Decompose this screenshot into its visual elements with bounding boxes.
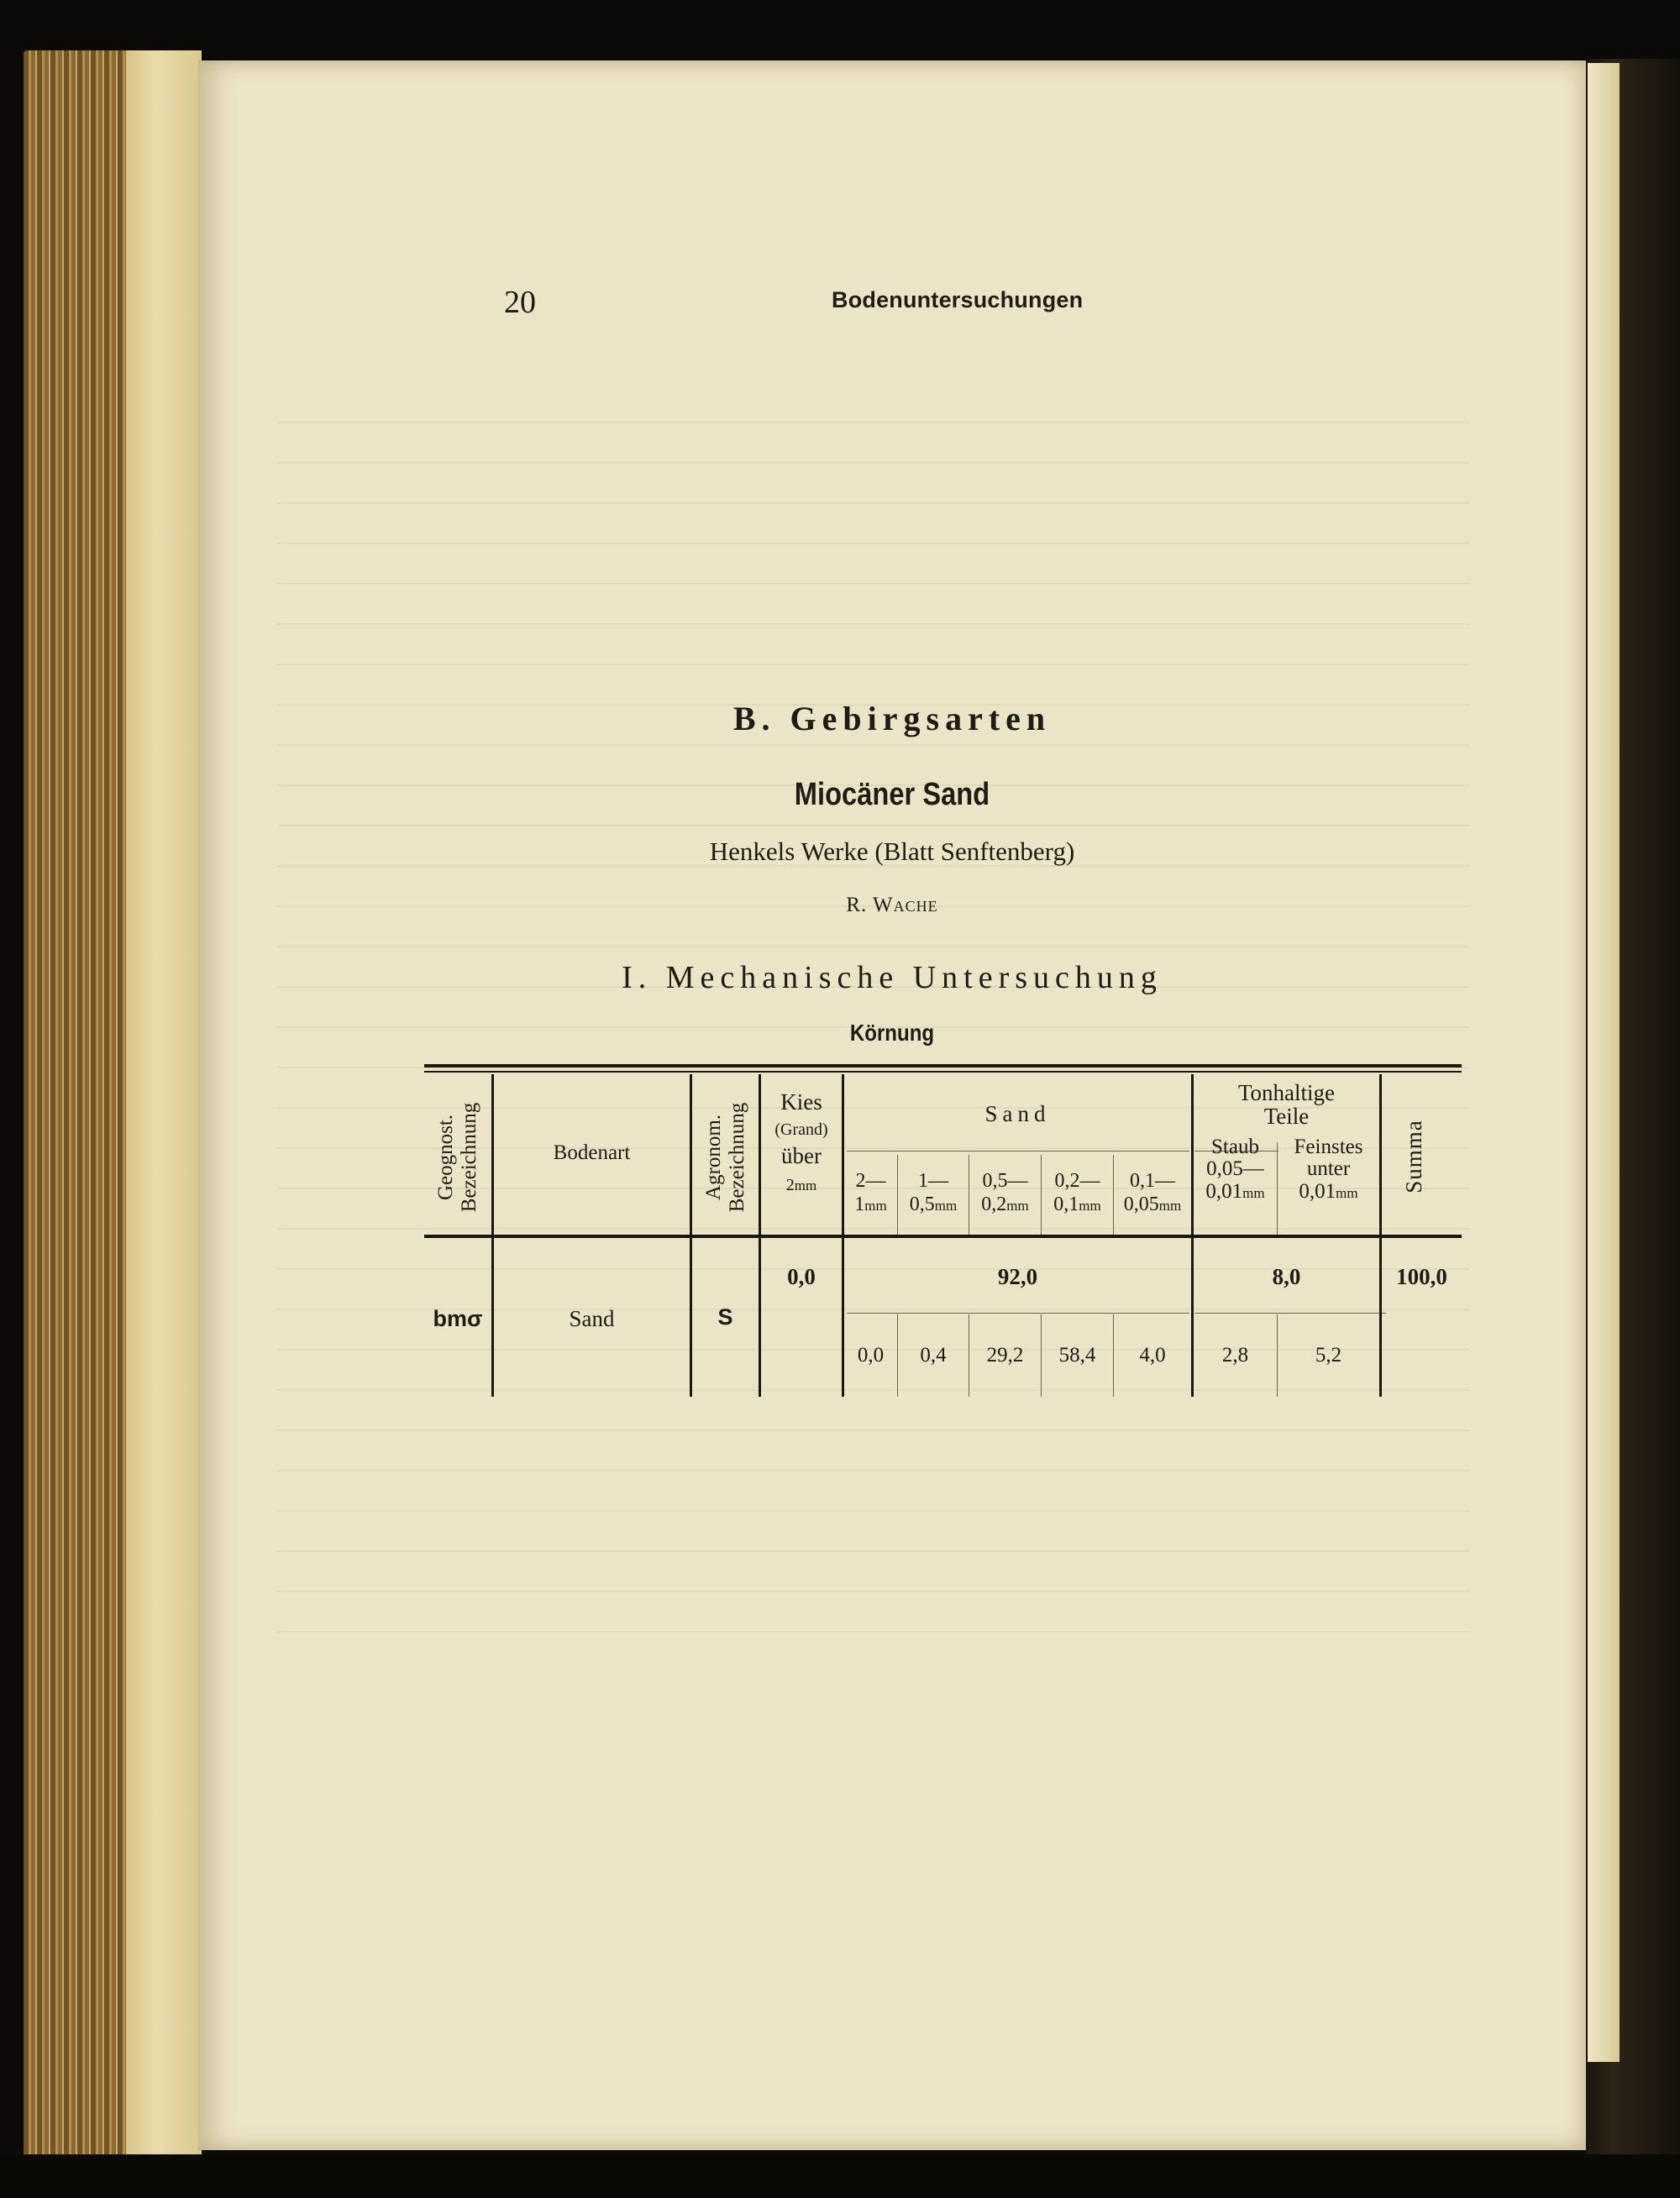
row-sand-value-4: 58,4 — [1058, 1344, 1096, 1367]
rule-sand-values — [847, 1313, 1189, 1314]
sand-range-1-top: 2— — [855, 1170, 886, 1192]
table-caption: Körnung — [849, 1020, 935, 1046]
header-kies-size-unit: mm — [794, 1178, 817, 1194]
ton-range-staub-top: 0,05— — [1206, 1157, 1264, 1181]
header-agronom-line1: Agronom. — [702, 1114, 725, 1201]
rule-top-thin — [424, 1071, 1462, 1073]
sand-range-2-top: 1— — [918, 1170, 948, 1192]
sand-range-4-unit: mm — [1079, 1197, 1101, 1214]
facing-page-edge — [1588, 63, 1620, 2062]
row-bodenart: Sand — [569, 1306, 615, 1331]
header-summa: Summa — [1401, 1120, 1426, 1193]
rule-header-bottom — [424, 1235, 1462, 1238]
header-sand: Sand — [984, 1101, 1051, 1126]
section-heading: B. Gebirgsarten — [732, 700, 1052, 737]
row-sand-value-3: 29,2 — [986, 1344, 1024, 1367]
author-line — [198, 894, 1586, 917]
sand-range-5-bottom — [1114, 1193, 1191, 1217]
header-geognost — [434, 1071, 481, 1244]
row-kies: 0,0 — [787, 1264, 816, 1289]
row-geognost — [424, 1306, 491, 1332]
header-agronom — [702, 1071, 749, 1244]
header-kies-size — [761, 1176, 842, 1195]
sand-range-3-unit: mm — [1006, 1197, 1029, 1214]
sand-range-4-top: 0,2— — [1054, 1170, 1100, 1192]
ton-range-feinstes-name: Feinstes — [1294, 1136, 1363, 1158]
header-geognost-line2: Bezeichnung — [457, 1102, 480, 1213]
header-agronom-line2: Bezeichnung — [725, 1102, 748, 1213]
row-agronom — [692, 1304, 759, 1330]
row-ton-value-feinstes: 5,2 — [1315, 1344, 1342, 1367]
ton-range-feinstes-value: 0,01 — [1299, 1179, 1336, 1203]
row-sand-total: 92,0 — [997, 1264, 1038, 1289]
sand-range-1-unit: mm — [864, 1197, 887, 1214]
sand-range-4 — [1042, 1170, 1113, 1216]
header-geognost-line1: Geognost. — [434, 1114, 457, 1201]
rule-ton-values — [1194, 1313, 1386, 1314]
sand-range-3-bottom — [969, 1193, 1041, 1217]
sand-range-3-value: 0,2 — [981, 1193, 1007, 1215]
sand-range-2-unit: mm — [934, 1197, 958, 1214]
sand-range-4-value: 0,1 — [1053, 1193, 1079, 1215]
sand-range-4-bottom — [1042, 1193, 1113, 1217]
analysis-title: I. Mechanische Untersuchung — [622, 960, 1163, 995]
rule-v2 — [690, 1074, 692, 1397]
row-sand-value-2: 0,4 — [920, 1344, 947, 1367]
row-geognost-value: bmσ — [433, 1306, 483, 1331]
rule-v1 — [491, 1074, 494, 1397]
row-sand-value-5: 4,0 — [1139, 1344, 1166, 1367]
ton-range-feinstes-top: unter — [1306, 1157, 1351, 1181]
sand-range-2 — [898, 1170, 969, 1216]
ton-range-staub — [1194, 1136, 1277, 1203]
rule-v6 — [1379, 1074, 1382, 1397]
ton-range-staub-value: 0,01 — [1205, 1179, 1243, 1203]
ton-range-staub-name: Staub — [1211, 1136, 1259, 1158]
header-kies-size-value: 2 — [785, 1176, 795, 1195]
location-line: Henkels Werke (Blatt Senftenberg) — [709, 837, 1075, 866]
sand-range-5 — [1114, 1170, 1191, 1216]
ton-range-feinstes-unit: mm — [1336, 1184, 1358, 1201]
header-tonhaltige — [1194, 1081, 1379, 1129]
page-number: 20 — [504, 285, 536, 320]
header-kies-line2: (Grand) — [774, 1120, 828, 1140]
row-sand-value-1: 0,0 — [857, 1344, 885, 1367]
ton-range-feinstes — [1278, 1136, 1379, 1203]
sand-range-3-top: 0,5— — [982, 1170, 1028, 1192]
row-ton-total: 8,0 — [1272, 1264, 1301, 1289]
header-tonhaltige-line1: Tonhaltige — [1237, 1080, 1336, 1105]
header-kies-line3: über — [781, 1143, 822, 1169]
sand-range-3 — [969, 1170, 1041, 1216]
grain-size-table — [424, 1062, 1462, 1398]
sand-range-1-bottom — [844, 1193, 897, 1217]
row-summa: 100,0 — [1396, 1264, 1447, 1289]
ton-range-staub-unit: mm — [1242, 1184, 1265, 1201]
header-kies-line1: Kies — [780, 1089, 822, 1115]
sand-range-5-unit: mm — [1158, 1197, 1182, 1214]
header-tonhaltige-line2: Teile — [1263, 1104, 1310, 1130]
book-page-edges-light — [126, 50, 202, 2175]
section-subheading: Miocäner Sand — [794, 777, 990, 812]
author-name: R. Wache — [846, 894, 938, 916]
sand-range-2-value: 0,5 — [909, 1193, 935, 1215]
running-title: Bodenuntersuchungen — [832, 287, 1084, 312]
ton-range-feinstes-bottom — [1278, 1181, 1379, 1203]
sand-range-1 — [844, 1170, 897, 1216]
sand-range-5-value: 0,05 — [1123, 1193, 1159, 1215]
sand-range-5-top: 0,1— — [1130, 1170, 1175, 1192]
header-kies — [761, 1089, 842, 1195]
header-bodenart: Bodenart — [553, 1141, 631, 1164]
ton-range-staub-bottom — [1194, 1181, 1277, 1203]
row-agronom-value: S — [717, 1304, 733, 1330]
sand-range-2-bottom — [898, 1193, 969, 1217]
sand-range-1-value: 1 — [854, 1193, 865, 1215]
row-ton-value-staub: 2,8 — [1221, 1344, 1249, 1367]
rule-top — [424, 1064, 1462, 1068]
scan-background — [0, 2154, 1680, 2198]
